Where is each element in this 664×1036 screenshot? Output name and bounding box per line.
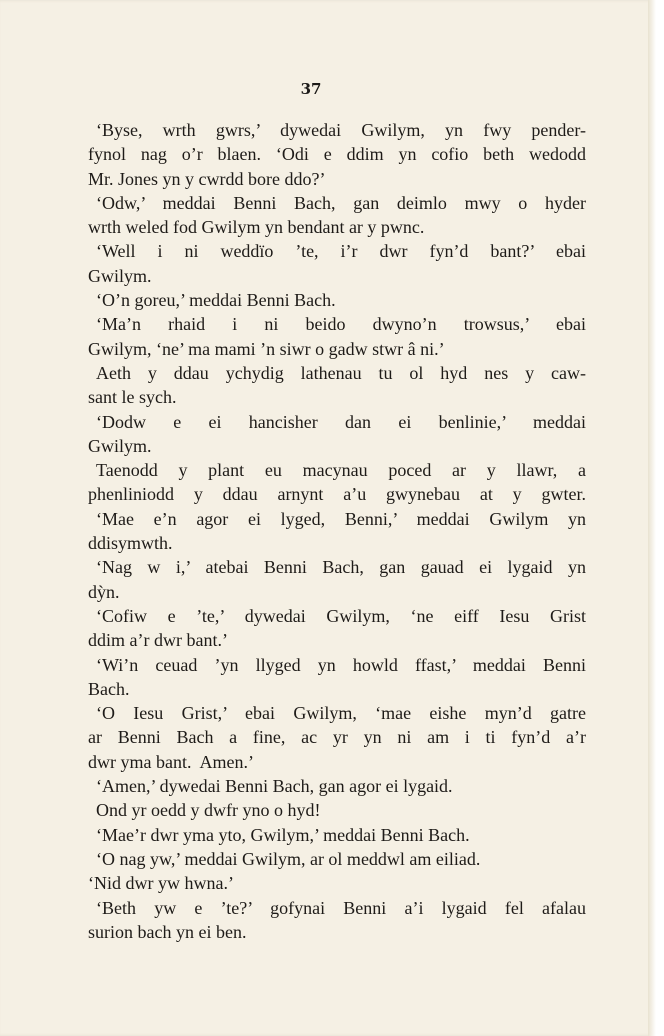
text-line: ‘O’n goreu,’ meddai Benni Bach. bbox=[96, 290, 336, 311]
text-line: ‘Amen,’ dywedai Benni Bach, gan agor ei lygaid. bbox=[96, 776, 453, 797]
text-line: Gwilym. bbox=[88, 435, 152, 456]
text-line: surion bach yn ei ben. bbox=[88, 921, 247, 942]
text-line: ‘Well i ni weddïo ’te, i’r dwr fyn’d bant?’ ebai bbox=[96, 241, 586, 262]
text-line: dỳn. bbox=[88, 581, 120, 602]
text-line: sant le sych. bbox=[88, 387, 177, 408]
text-line: ‘Mae e’n agor ei lyged, Benni,’ meddai Gwilym yn bbox=[96, 508, 586, 529]
text-line: dwr yma bant. Amen.’ bbox=[88, 751, 254, 772]
text-line: ‘Dodw e ei hancisher dan ei benlinie,’ meddai bbox=[96, 411, 586, 432]
text-line: ‘O Iesu Grist,’ ebai Gwilym, ‘mae eishe myn’d gatre bbox=[96, 703, 586, 724]
text-line: ‘Nag w i,’ atebai Benni Bach, gan gauad ei lygaid yn bbox=[96, 557, 586, 578]
text-line: ‘Ma’n rhaid i ni beido dwyno’n trowsus,’ ebai bbox=[96, 314, 586, 335]
page-edge bbox=[648, 0, 656, 1036]
text-line: Taenodd y plant eu macynau poced ar y llawr, a bbox=[96, 460, 586, 481]
text-line: ddim a’r dwr bant.’ bbox=[88, 630, 228, 651]
text-line: Ond yr oedd y dwfr yno o hyd! bbox=[96, 800, 321, 821]
text-line: ‘Cofiw e ’te,’ dywedai Gwilym, ‘ne eiff Iesu Grist bbox=[96, 605, 586, 626]
text-line: wrth weled fod Gwilym yn bendant ar y pwnc. bbox=[88, 217, 425, 238]
text-line: phenliniodd y ddau arnynt a’u gwynebau at y gwter. bbox=[88, 484, 586, 505]
text-line: Bach. bbox=[88, 678, 130, 699]
text-line: ‘Beth yw e ’te?’ gofynai Benni a’i lygaid fel afalau bbox=[96, 897, 586, 918]
text-line: ‘Odw,’ meddai Benni Bach, gan deimlo mwy o hyder bbox=[96, 192, 586, 213]
text-line: fynol nag o’r blaen. ‘Odi e ddim yn cofio beth wedodd bbox=[88, 144, 586, 165]
text-line: ‘Wi’n ceuad ’yn llyged yn howld ffast,’ meddai Benni bbox=[96, 654, 586, 675]
text-line: Gwilym. bbox=[88, 265, 152, 286]
text-line: Mr. Jones yn y cwrdd bore ddo?’ bbox=[88, 168, 326, 189]
text-line: ‘Byse, wrth gwrs,’ dywedai Gwilym, yn fwy pender- bbox=[96, 120, 586, 140]
text-line: Aeth y ddau ychydig lathenau tu ol hyd nes y caw- bbox=[96, 362, 586, 383]
text-line: ddisymwth. bbox=[88, 533, 173, 554]
text-line: Gwilym, ‘ne’ ma mami ’n siwr o gadw stwr â ni.’ bbox=[88, 338, 445, 359]
text-line: ‘Mae’r dwr yma yto, Gwilym,’ meddai Benni Bach. bbox=[96, 824, 470, 845]
text-line: ‘Nid dwr yw hwna.’ bbox=[88, 873, 234, 894]
text-line: ar Benni Bach a fine, ac yr yn ni am i ti fyn’d a’r bbox=[88, 727, 586, 748]
text-line: ‘O nag yw,’ meddai Gwilym, ar ol meddwl am eiliad. bbox=[96, 848, 481, 869]
body-text bbox=[88, 118, 586, 944]
page-number: 37 bbox=[300, 80, 322, 98]
